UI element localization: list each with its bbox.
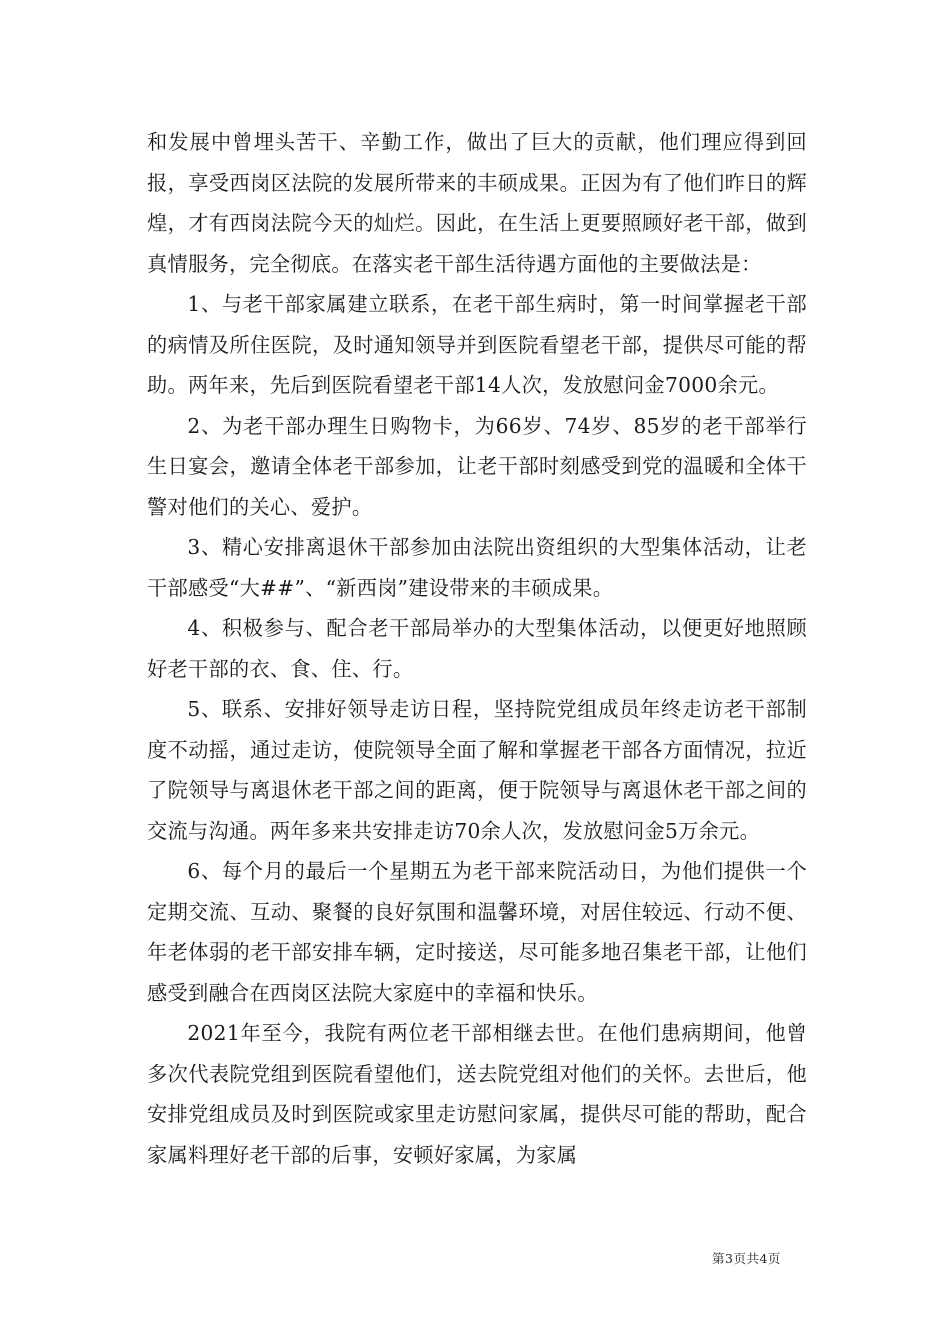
paragraph-item-4: 4、积极参与、配合老干部局举办的大型集体活动，以便更好地照顾好老干部的衣、食、住、行。 — [147, 616, 807, 681]
paragraph-closing: 2021年至今，我院有两位老干部相继去世。在他们患病期间，他曾多次代表院党组到医院看望他们，送去院党组对他们的关怀。去世后，他安排党组成员及时到医院或家里走访慰问家属，提供尽可能的帮助，配合家属料理好老干部的后事，安顿好家属，为家属 — [147, 1021, 807, 1167]
page-number-footer: 第3页共4页 — [712, 1251, 781, 1266]
document-body — [147, 122, 807, 1175]
paragraph-item-2: 2、为老干部办理生日购物卡，为66岁、74岁、85岁的老干部举行生日宴会，邀请全体老干部参加，让老干部时刻感受到党的温暖和全体干警对他们的关心、爱护。 — [147, 413, 807, 519]
paragraph-item-3: 3、精心安排离退休干部参加由法院出资组织的大型集体活动，让老干部感受“大##”、“新西岗”建设带来的丰硕成果。 — [147, 535, 807, 600]
paragraph-intro: 和发展中曾埋头苦干、辛勤工作，做出了巨大的贡献，他们理应得到回报，享受西岗区法院的发展所带来的丰硕成果。正因为有了他们昨日的辉煌，才有西岗法院今天的灿烂。因此，在生活上更要照顾好老干部，做到真情服务，完全彻底。在落实老干部生活待遇方面他的主要做法是： — [147, 130, 807, 276]
paragraph-item-5: 5、联系、安排好领导走访日程，坚持院党组成员年终走访老干部制度不动摇，通过走访，使院领导全面了解和掌握老干部各方面情况，拉近了院领导与离退休老干部之间的距离，便于院领导与离退休老干部之间的交流与沟通。两年多来共安排走访70余人次，发放慰问金5万余元。 — [147, 697, 807, 843]
paragraph-item-1: 1、与老干部家属建立联系，在老干部生病时，第一时间掌握老干部的病情及所住医院，及时通知领导并到医院看望老干部，提供尽可能的帮助。两年来，先后到医院看望老干部14人次，发放慰问金7000余元。 — [147, 292, 807, 397]
paragraph-item-6: 6、每个月的最后一个星期五为老干部来院活动日，为他们提供一个定期交流、互动、聚餐的良好氛围和温馨环境，对居住较远、行动不便、年老体弱的老干部安排车辆，定时接送，尽可能多地召集老干部，让他们感受到融合在西岗区法院大家庭中的幸福和快乐。 — [147, 859, 807, 1005]
